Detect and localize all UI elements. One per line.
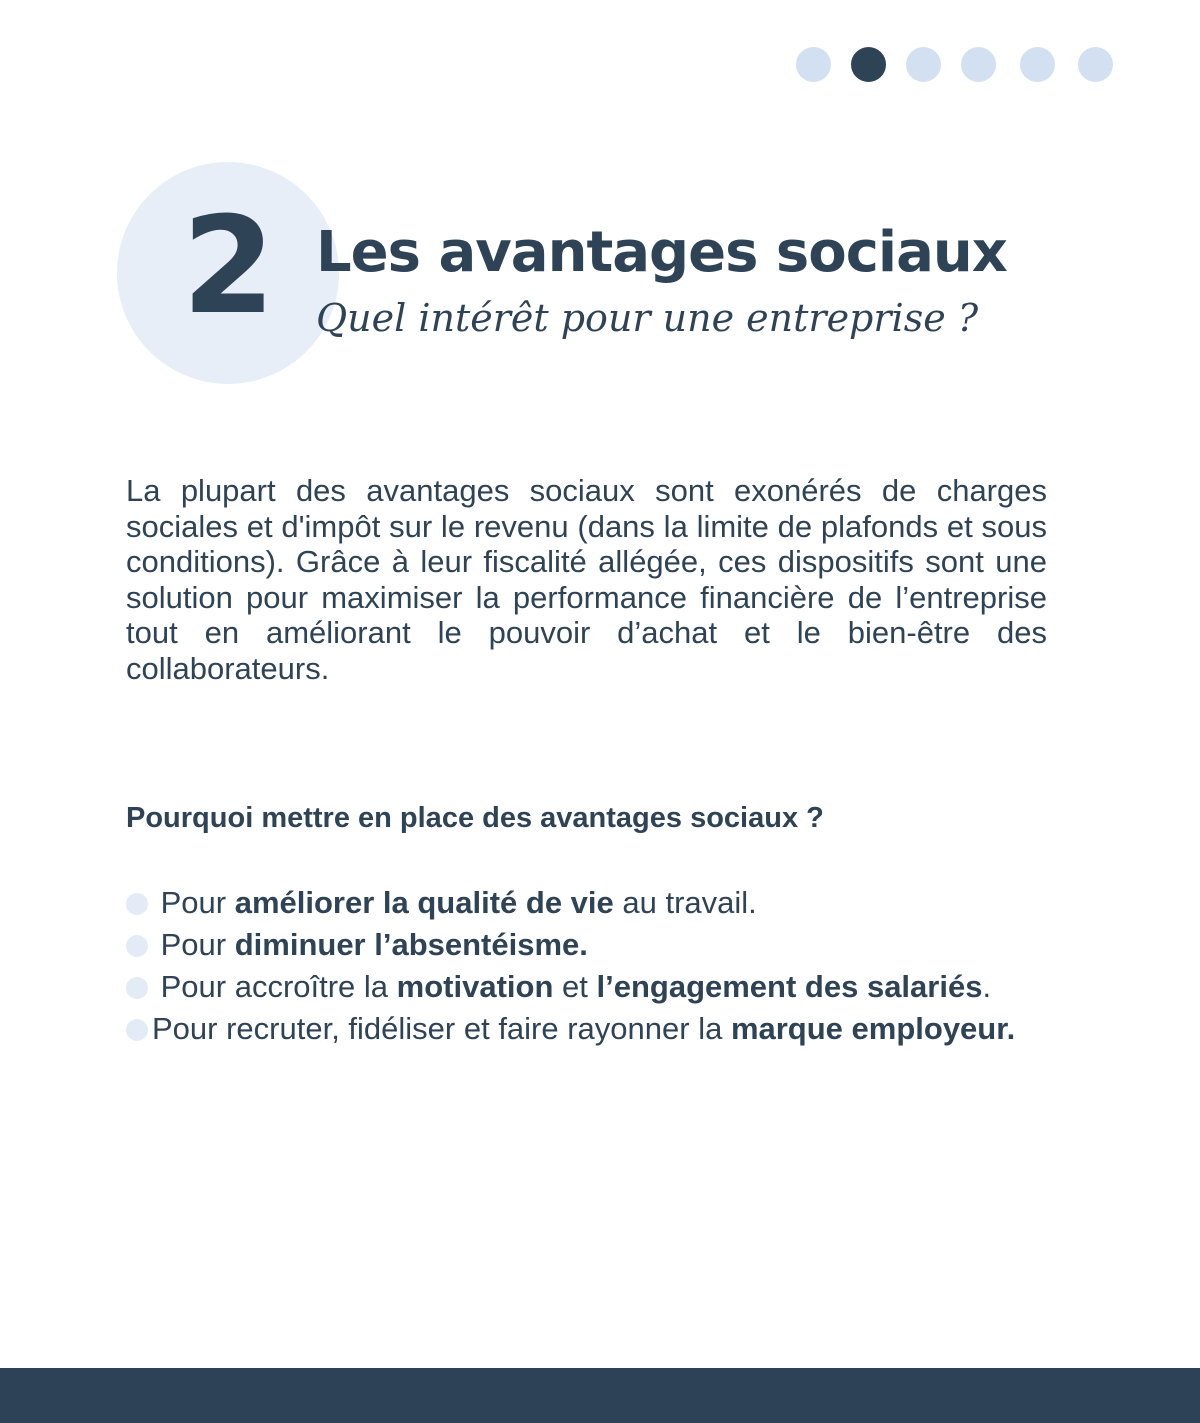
page-indicator xyxy=(796,47,1116,83)
bullet-dot-icon xyxy=(126,935,148,957)
page-subtitle: Quel intérêt pour une entreprise ? xyxy=(316,296,979,340)
page-dot-4[interactable] xyxy=(961,47,996,82)
list-item: Pour améliorer la qualité de vie au travail. xyxy=(126,882,1047,924)
page-dot-1[interactable] xyxy=(796,47,831,82)
bullet-dot-icon xyxy=(126,977,148,999)
list-item: Pour accroître la motivation et l’engagement des salariés. xyxy=(126,966,1047,1008)
section-question: Pourquoi mettre en place des avantages sociaux ? xyxy=(126,802,824,834)
bullet-dot-icon xyxy=(126,1019,148,1041)
section-number: 2 xyxy=(182,188,272,344)
page-dot-3[interactable] xyxy=(906,47,941,82)
list-item: Pour diminuer l’absentéisme. xyxy=(126,924,1047,966)
list-item: Pour recruter, fidéliser et faire rayonner la marque employeur. xyxy=(126,1008,1047,1050)
page-title: Les avantages sociaux xyxy=(316,220,1007,285)
footer-bar xyxy=(0,1368,1200,1423)
bullet-dot-icon xyxy=(126,893,148,915)
page-dot-6[interactable] xyxy=(1078,47,1113,82)
reasons-list xyxy=(126,882,1047,1050)
page-dot-2-active[interactable] xyxy=(851,47,886,82)
intro-paragraph: La plupart des avantages sociaux sont exonérés de charges sociales et d'impôt sur le revenu (dans la limite de plafonds et sous conditions). Grâce à leur fiscalité allégée, ces dispositifs sont une solution pour maximiser la performance financière de l’entreprise tout en améliorant le pouvoir d’achat et le bien-être des collaborateurs. xyxy=(126,473,1047,686)
page-dot-5[interactable] xyxy=(1020,47,1055,82)
